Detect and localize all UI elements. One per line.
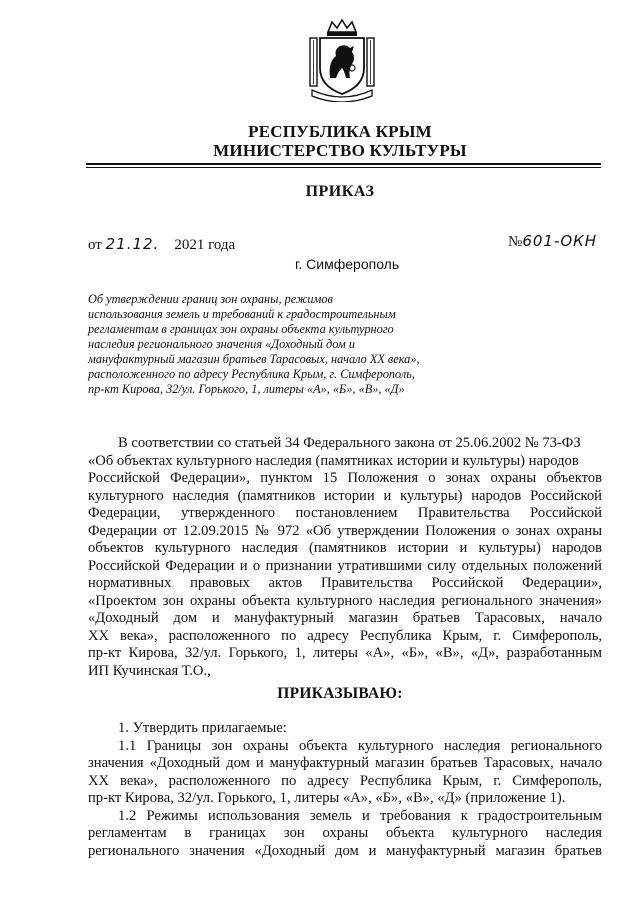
handwritten-date: 21.12. <box>105 235 160 253</box>
paragraph-line: XX века», расположенного по адресу Республика Крым, г. Симферополь, <box>88 627 602 644</box>
republic-title: РЕСПУБЛИКА КРЫМ <box>248 122 432 141</box>
item-line: регламентам в границах зон охраны объекта культурного наследия <box>88 825 602 841</box>
paragraph-line: Федерации от 12.09.2015 № 972 «Об утверждении Положения о зонах охраны <box>88 522 602 539</box>
subject-line: мануфактурный магазин братьев Тарасовых, начало XX века», <box>88 352 420 366</box>
date-prefix: от <box>88 237 102 253</box>
item-line: 1.2 Режимы использования земель и требования к градостроительным <box>118 807 602 824</box>
paragraph-line: культурного наследия (памятников истории и культуры) народов Российской <box>88 487 602 504</box>
paragraph-line: Российской Федерации и о признании утратившими силу отдельных положений <box>88 557 602 574</box>
item-line: XX века», расположенного по адресу Республика Крым, г. Симферополь, <box>88 772 602 789</box>
paragraph-line: нормативных правовых актов Правительства Российской Федерации», <box>88 575 602 591</box>
order-subject <box>88 292 443 397</box>
order-items <box>88 720 602 860</box>
paragraph-line: ИП Кучинская Т.О., <box>88 662 211 679</box>
subject-line: Об утверждении границ зон охраны, режимов <box>88 292 333 306</box>
paragraph-line: «Доходный дом и мануфактурный магазин братьев Тарасовых, начало <box>88 610 602 626</box>
city: г. Симферополь <box>295 256 400 272</box>
header-divider-thick <box>86 163 601 165</box>
order-date <box>88 235 235 254</box>
subject-line: пр-кт Кирова, 32/ул. Горького, 1, литеры «А», «Б», «В», «Д» <box>88 382 405 396</box>
paragraph-line: пр-кт Кирова, 32/ул. Горького, 1, литеры «А», «Б», «В», «Д», разработанным <box>88 645 602 661</box>
subject-line: расположенного по адресу Республика Крым, г. Симферополь, <box>88 367 415 381</box>
paragraph-line: Российской Федерации», пунктом 15 Положения о зонах охраны объектов <box>88 470 602 486</box>
item-line: 1.1 Границы зон охраны объекта культурного наследия регионального <box>118 737 602 754</box>
number-label: № <box>508 234 523 250</box>
order-title: ПРИКАЗ <box>305 183 375 200</box>
paragraph-line: «Проектом зон охраны объекта культурного наследия регионального значения» <box>88 592 602 609</box>
item-line: пр-кт Кирова, 32/ул. Горького, 1, литеры «А», «Б», «В», «Д» (приложение 1). <box>88 790 566 806</box>
crimea-coat-of-arms-icon <box>306 18 378 102</box>
command-heading: ПРИКАЗЫВАЮ: <box>277 685 403 702</box>
paragraph-line: В соответствии со статьей 34 Федерального закона от 25.06.2002 № 73-ФЗ <box>118 435 581 451</box>
handwritten-number: 601-ОКН <box>522 232 598 250</box>
item-line: регионального значения «Доходный дом и мануфактурный магазин братьев <box>88 842 602 859</box>
date-year: 2021 года <box>174 237 236 253</box>
header-divider-thin <box>86 167 601 168</box>
preamble-paragraph <box>88 435 602 680</box>
subject-line: использования земель и требований к градостроительным <box>88 307 396 321</box>
paragraph-line: объектов культурного наследия (памятников истории и культуры) народов <box>88 540 602 556</box>
paragraph-line: «Об объектах культурного наследия (памятниках истории и культуры) народов <box>88 452 579 469</box>
ministry-title: МИНИСТЕРСТВО КУЛЬТУРЫ <box>213 141 467 160</box>
subject-line: регламентам в границах зон охраны объекта культурного <box>88 322 394 336</box>
subject-line: наследия регионального значения «Доходный дом и <box>88 337 355 351</box>
paragraph-line: Федерации, утвержденного постановлением Правительства Российской <box>88 505 602 521</box>
order-number <box>508 232 597 251</box>
item-line: значения «Доходный дом и мануфактурный магазин братьев Тарасовых, начало <box>88 755 602 771</box>
item-line: 1. Утвердить прилагаемые: <box>118 720 287 736</box>
